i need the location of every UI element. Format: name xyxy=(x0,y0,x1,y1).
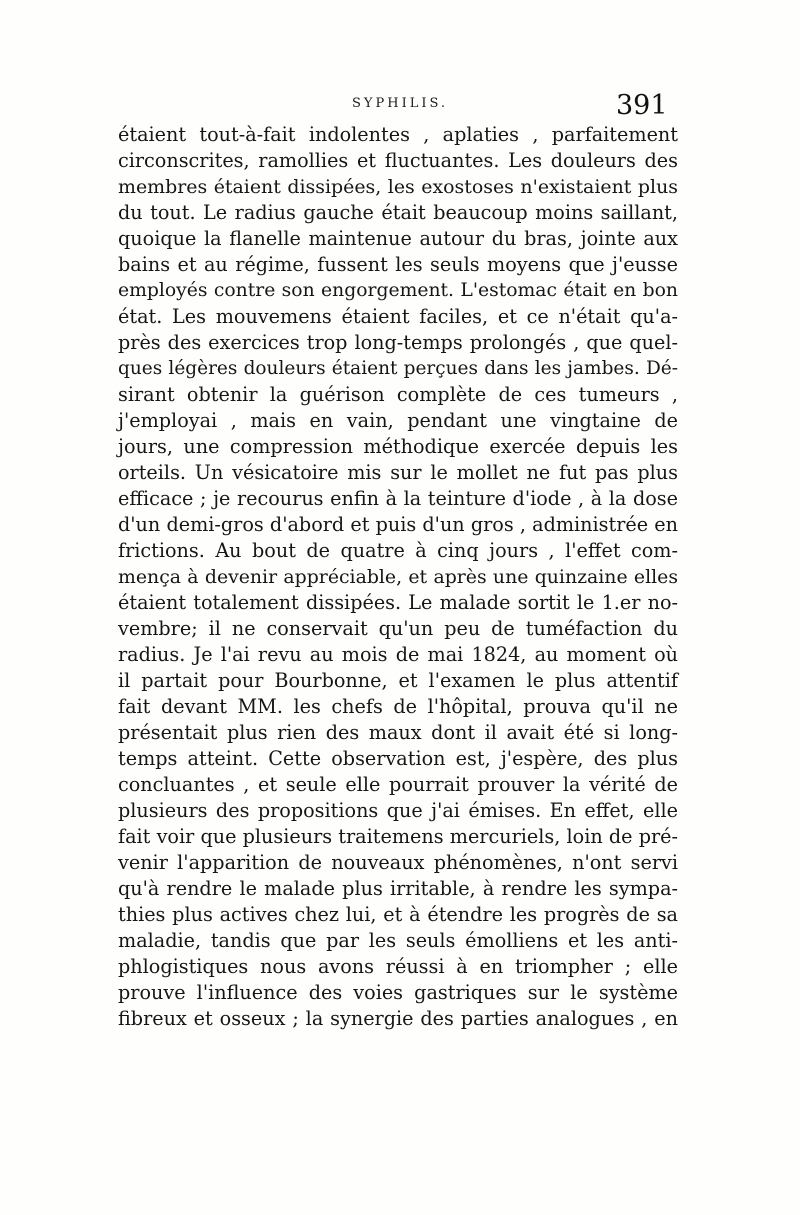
text-line: du tout. Le radius gauche était beaucoup moins saillant, xyxy=(118,201,678,224)
text-line: concluantes , et seule elle pourrait prouver la vérité de xyxy=(118,773,678,796)
text-line: fibreux et osseux ; la synergie des parties analogues , en xyxy=(118,1007,678,1030)
text-line: temps atteint. Cette observation est, j'espère, des plus xyxy=(118,747,678,770)
text-line: état. Les mouvemens étaient faciles, et ce n'était qu'a- xyxy=(118,305,678,328)
text-line: j'employai , mais en vain, pendant une vingtaine de xyxy=(118,409,678,432)
text-line: ques légères douleurs étaient perçues dans les jambes. Dé- xyxy=(118,358,678,379)
text-line: présentait plus rien des maux dont il avait été si long- xyxy=(118,721,678,744)
text-line: bains et au régime, fussent les seuls moyens que j'eusse xyxy=(118,253,678,276)
text-line: d'un demi-gros d'abord et puis d'un gros , administrée en xyxy=(118,513,678,536)
text-line: venir l'apparition de nouveaux phénomènes, n'ont servi xyxy=(118,851,678,874)
text-line: vembre; il ne conservait qu'un peu de tuméfaction du xyxy=(118,617,678,640)
text-line: circonscrites, ramollies et fluctuantes. Les douleurs des xyxy=(118,149,678,172)
text-line: qu'à rendre le malade plus irritable, à rendre les sympa- xyxy=(118,877,678,900)
text-line: fait devant MM. les chefs de l'hôpital, prouva qu'il ne xyxy=(118,695,678,718)
text-line: frictions. Au bout de quatre à cinq jours , l'effet com- xyxy=(118,539,678,562)
text-line: sirant obtenir la guérison complète de ces tumeurs , xyxy=(118,383,678,406)
text-line: employés contre son engorgement. L'estomac était en bon xyxy=(118,280,678,301)
text-line: efficace ; je recourus enfin à la teinture d'iode , à la dose xyxy=(118,487,678,510)
text-line: thies plus actives chez lui, et à étendre les progrès de sa xyxy=(118,903,678,926)
text-line: plusieurs des propositions que j'ai émises. En effet, elle xyxy=(118,799,678,822)
text-line: étaient tout-à-fait indolentes , aplaties , parfaitement xyxy=(118,123,678,146)
text-line: étaient totalement dissipées. Le malade sortit le 1.er no- xyxy=(118,591,678,614)
text-line: il partait pour Bourbonne, et l'examen le plus attentif xyxy=(118,669,678,692)
text-line: maladie, tandis que par les seuls émolliens et les anti- xyxy=(118,929,678,952)
text-line: membres étaient dissipées, les exostoses n'existaient plus xyxy=(118,176,678,198)
text-line: prouve l'influence des voies gastriques sur le système xyxy=(118,981,678,1004)
text-line: phlogistiques nous avons réussi à en triompher ; elle xyxy=(118,955,678,978)
text-line: jours, une compression méthodique exercée depuis les xyxy=(118,435,678,458)
text-line: fait voir que plusieurs traitemens mercuriels, loin de pré- xyxy=(118,825,678,848)
running-title: SYPHILIS. xyxy=(352,96,449,111)
text-line: orteils. Un vésicatoire mis sur le mollet ne fut pas plus xyxy=(118,461,678,484)
text-line: quoique la flanelle maintenue autour du bras, jointe aux xyxy=(118,227,678,250)
running-head xyxy=(0,90,800,124)
text-line: mença à devenir appréciable, et après une quinzaine elles xyxy=(118,566,678,588)
text-line: près des exercices trop long-temps prolongés , que quel- xyxy=(118,331,678,354)
text-line: radius. Je l'ai revu au mois de mai 1824, au moment où xyxy=(118,643,678,666)
page-number: 391 xyxy=(616,90,668,121)
body-text xyxy=(118,122,678,1032)
